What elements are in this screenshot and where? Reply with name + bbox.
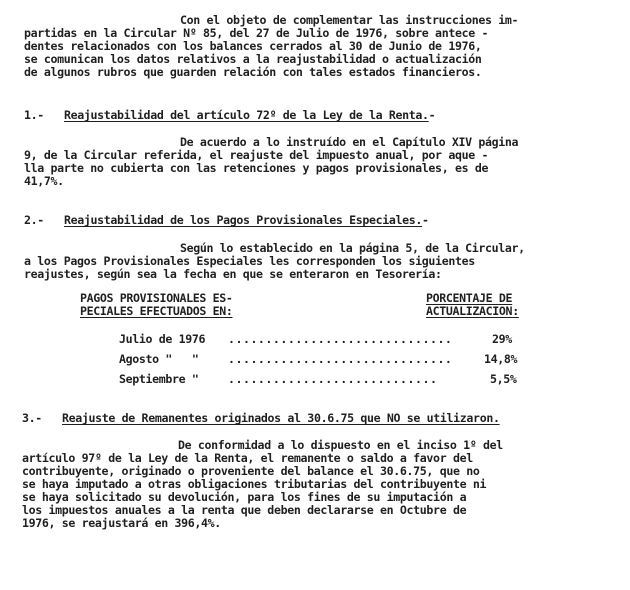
section3-line: se haya imputado a otras obligaciones tributarias del contribuyente ni: [22, 477, 487, 491]
table-row-pct: 5,5%: [490, 372, 517, 386]
table-header-col2: ACTUALIZACION:: [426, 304, 519, 318]
intro-line: se comunican los datos relativos a la reajustabilidad o actualización: [24, 52, 482, 66]
section3-line: contribuyente, originado o proveniente del balance el 30.6.75, que no: [22, 464, 480, 478]
section-heading: [64, 214, 429, 227]
table-row-month: Julio de 1976: [119, 332, 206, 346]
section2-line: Según lo establecido en la página 5, de la Circular,: [180, 241, 525, 255]
section-heading-text: Reajuste de Remanentes originados al 30.6.75 que NO se utilizaron.: [62, 411, 500, 425]
section1-line: 9, de la Circular referida, el reajuste del impuesto anual, por aque -: [24, 148, 489, 162]
section3-line: artículo 97º de la Ley de la Renta, el remanente o saldo a favor del: [22, 451, 473, 465]
table-row-pct: 14,8%: [484, 352, 518, 366]
section1-line: De acuerdo a lo instruído en el Capítulo XIV página: [180, 135, 519, 149]
intro-line: partidas en la Circular Nº 85, del 27 de Julio de 1976, sobre antece -: [24, 26, 489, 40]
table-header-col2: PORCENTAJE DE: [426, 291, 513, 305]
section-heading-suffix: -: [422, 213, 429, 227]
section-heading-text: Reajustabilidad del artículo 72º de la Ley de la Renta.: [64, 108, 429, 122]
table-header-col1: PECIALES EFECTUADOS EN:: [80, 304, 233, 318]
intro-line: de algunos rubros que guarden relación con tales estados financieros.: [24, 65, 482, 79]
section2-line: reajustes, según sea la fecha en que se enteraron en Tesorería:: [24, 267, 442, 281]
table-row-month: Septiembre ": [119, 372, 199, 386]
section3-line: los impuestos anuales a la renta que deben declararse en Octubre de: [22, 503, 467, 517]
section1-line: lla parte no cubierta con las retenciones y pagos provisionales, es de: [24, 161, 489, 175]
table-row-month: Agosto " ": [119, 352, 199, 366]
section-number: 3.-: [22, 411, 42, 425]
section3-line: 1976, se reajustará en 396,4%.: [22, 516, 221, 530]
section1-line: 41,7%.: [24, 174, 64, 188]
section3-line: De conformidad a lo dispuesto en el inciso 1º del: [178, 438, 503, 452]
table-row-leader: ..............................: [228, 332, 453, 346]
table-row-leader: ............................: [228, 372, 438, 386]
table-row-pct: 29%: [492, 332, 512, 346]
intro-line: dentes relacionados con los balances cerrados al 30 de Junio de 1976,: [24, 39, 482, 53]
section-number: 2.-: [24, 213, 44, 227]
section-heading-suffix: -: [428, 108, 436, 122]
table-header-col1: PAGOS PROVISIONALES ES-: [80, 291, 233, 305]
section-heading: [62, 412, 500, 425]
table-row-leader: ..............................: [228, 352, 453, 366]
section2-line: a los Pagos Provisionales Especiales les corresponden los siguientes: [24, 254, 475, 268]
section-number: 1.-: [24, 108, 44, 122]
intro-line: Con el objeto de complementar las instrucciones im-: [180, 13, 519, 27]
section-heading-text: Reajustabilidad de los Pagos Provisionales Especiales.: [64, 213, 423, 227]
section-heading: [64, 109, 435, 122]
section3-line: se haya solicitado su devolución, para los fines de su imputación a: [22, 490, 467, 504]
